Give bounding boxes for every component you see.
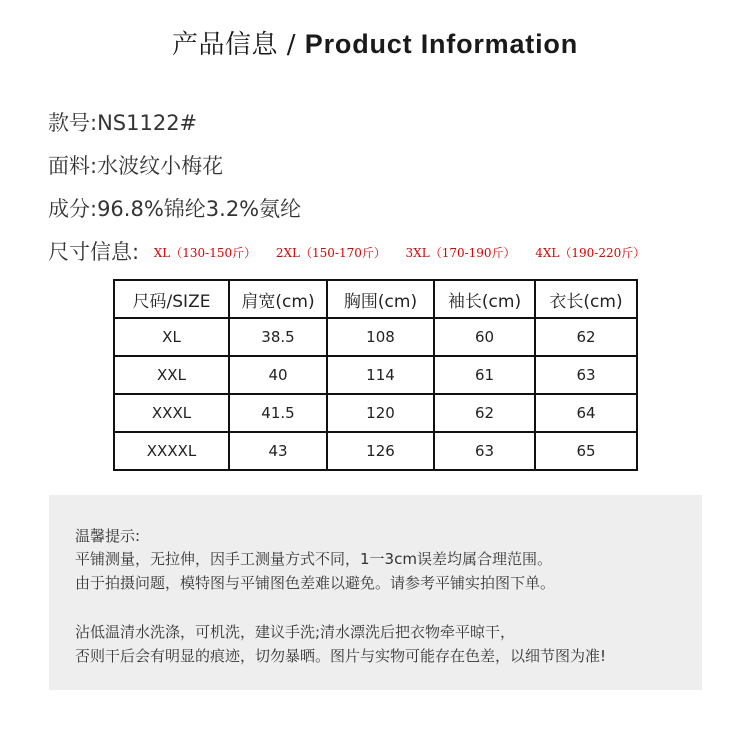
table-row: [114, 318, 637, 356]
header-size: 尺码/SIZE: [114, 280, 229, 318]
cell-size: XXL: [114, 356, 229, 394]
table-header-row: [114, 280, 637, 318]
notes-line-disclaimer: 否则干后会有明显的痕迹，切勿暴晒。图片与实物可能存在色差，以细节图为准!: [75, 647, 607, 665]
size-chart-table: [113, 279, 638, 471]
cell-sleeve: 60: [434, 318, 535, 356]
table-row: [114, 394, 637, 432]
cell-length: 64: [535, 394, 637, 432]
size-option-xl: XL（130-150斤）: [153, 246, 257, 260]
table-row: [114, 432, 637, 470]
header-chest: 胸围(cm): [327, 280, 434, 318]
cell-length: 62: [535, 318, 637, 356]
page-title: [0, 24, 750, 61]
size-option-4xl: 4XL（190-220斤）: [535, 246, 646, 260]
cell-shoulder: 40: [229, 356, 327, 394]
cell-size: XXXXL: [114, 432, 229, 470]
style-number: 款号:NS1122#: [48, 111, 198, 135]
size-options: [154, 238, 659, 262]
table-row: [114, 356, 637, 394]
size-info-label: 尺寸信息:: [48, 240, 140, 264]
size-option-3xl: 3XL（170-190斤）: [405, 246, 516, 260]
notes-line-color: 由于拍摄问题，模特图与平铺图色差难以避免。请参考平铺实拍图下单。: [75, 574, 556, 592]
notes-heading: 温馨提示:: [75, 527, 141, 545]
notes-line-wash: 沾低温清水洗涤，可机洗，建议手洗;清水漂洗后把衣物牵平晾干，: [75, 623, 516, 641]
cell-shoulder: 41.5: [229, 394, 327, 432]
notes-line-measure: 平铺测量，无拉伸，因手工测量方式不同，1一3cm误差均属合理范围。: [75, 550, 552, 568]
cell-chest: 120: [327, 394, 434, 432]
cell-chest: 108: [327, 318, 434, 356]
care-notes-panel: [49, 495, 702, 690]
fabric-info: 面料:水波纹小梅花: [48, 154, 224, 178]
cell-chest: 126: [327, 432, 434, 470]
title-chinese: 产品信息 /: [172, 30, 305, 60]
header-length: 衣长(cm): [535, 280, 637, 318]
cell-chest: 114: [327, 356, 434, 394]
size-info-row: [48, 236, 658, 266]
title-english: Product Information: [304, 29, 578, 59]
cell-sleeve: 63: [434, 432, 535, 470]
cell-size: XXXL: [114, 394, 229, 432]
cell-shoulder: 43: [229, 432, 327, 470]
cell-sleeve: 62: [434, 394, 535, 432]
cell-sleeve: 61: [434, 356, 535, 394]
cell-length: 63: [535, 356, 637, 394]
header-sleeve: 袖长(cm): [434, 280, 535, 318]
composition-info: 成分:96.8%锦纶3.2%氨纶: [48, 197, 302, 221]
size-option-2xl: 2XL（150-170斤）: [275, 246, 386, 260]
cell-length: 65: [535, 432, 637, 470]
cell-size: XL: [114, 318, 229, 356]
cell-shoulder: 38.5: [229, 318, 327, 356]
header-shoulder: 肩宽(cm): [229, 280, 327, 318]
